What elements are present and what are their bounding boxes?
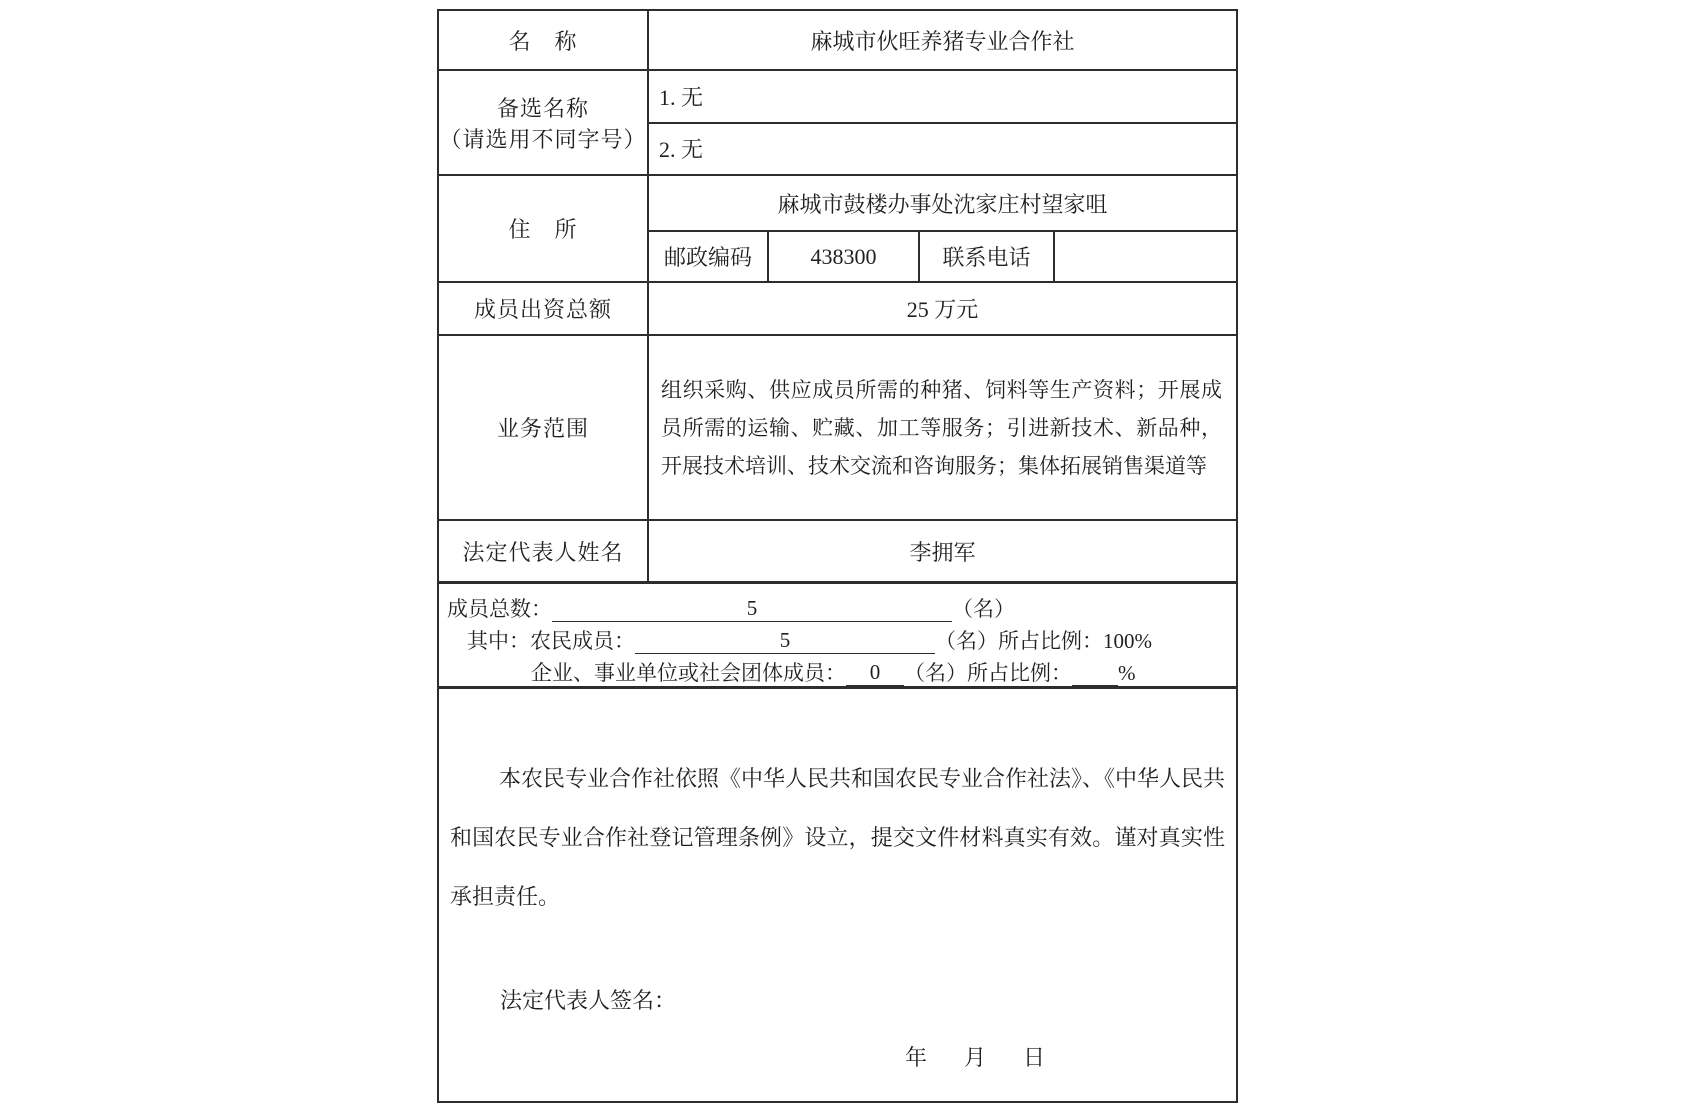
address-row	[439, 176, 1236, 283]
capital-row	[439, 283, 1236, 336]
members-farmer-prefix: 其中：农民成员：	[467, 629, 635, 653]
date-year-label: 年	[905, 1045, 928, 1070]
alt-name-option-2: 2. 无	[649, 122, 1236, 175]
postal-code-label: 邮政编码	[649, 232, 769, 281]
address-values	[649, 176, 1236, 281]
name-value: 麻城市伙旺养猪专业合作社	[810, 28, 1075, 54]
members-lines	[439, 584, 1236, 686]
members-total-suffix: （名）	[952, 597, 1015, 621]
declaration-text: 本农民专业合作社依照《中华人民共和国农民专业合作社法》、《中华人民共和国农民专业合作社登记管理条例》设立，提交文件材料真实有效。谨对真实性承担责任。	[450, 766, 1226, 909]
address-value: 麻城市鼓楼办事处沈家庄村望家咀	[777, 191, 1108, 217]
business-scope-value: 组织采购、供应成员所需的种猪、饲料等生产资料；开展成员所需的运输、贮藏、加工等服务；引进新技术、新品种，开展技术培训、技术交流和咨询服务；集体拓展销售渠道等	[661, 377, 1222, 478]
alt-names-label-line2: （请选用不同字号）	[439, 126, 647, 152]
members-total-label: 成员总数：	[447, 597, 552, 621]
legal-rep-row	[439, 521, 1236, 583]
legal-rep-label: 法定代表人姓名	[439, 521, 649, 581]
postal-phone-subrow	[649, 230, 1236, 281]
members-total-value-underline: 5	[552, 595, 952, 622]
phone-value	[1055, 232, 1236, 281]
business-scope-row	[439, 336, 1236, 521]
members-org-prefix: 企业、事业单位或社会团体成员：	[531, 661, 846, 685]
name-row	[439, 11, 1236, 71]
members-percent-sign: %	[1118, 661, 1136, 685]
date-line	[450, 1041, 1225, 1072]
capital-value: 25 万元	[906, 297, 979, 322]
cooperative-registration-form	[437, 9, 1238, 1103]
alt-names-row	[439, 71, 1236, 176]
address-label: 住 所	[439, 176, 649, 281]
declaration-content	[439, 689, 1236, 1101]
members-farmer-suffix: （名）所占比例：	[935, 629, 1103, 653]
members-farmer-line	[467, 625, 1228, 657]
alt-names-label-line1: 备选名称	[496, 95, 589, 121]
members-org-value-underline: 0	[846, 659, 904, 686]
legal-rep-value: 李拥军	[909, 539, 976, 565]
members-farmer-ratio: 100%	[1103, 629, 1152, 653]
members-org-suffix: （名）所占比例：	[904, 661, 1072, 685]
members-total-line	[447, 593, 1228, 625]
alt-names-values	[649, 71, 1236, 174]
phone-label: 联系电话	[920, 232, 1055, 281]
business-scope-value-cell	[649, 336, 1236, 519]
alt-name-option-1: 1. 无	[659, 84, 704, 110]
declaration-section	[439, 689, 1236, 1101]
members-org-ratio-underline	[1072, 685, 1118, 686]
name-label: 名 称	[439, 11, 649, 69]
business-scope-label: 业务范围	[439, 336, 649, 519]
date-month-label: 月	[964, 1045, 987, 1070]
members-farmer-value-underline: 5	[635, 627, 935, 654]
capital-label: 成员出资总额	[439, 283, 649, 334]
members-org-line	[531, 657, 1228, 689]
date-day-label: 日	[1023, 1045, 1046, 1070]
signature-label: 法定代表人签名：	[500, 988, 677, 1013]
postal-code-value: 438300	[769, 232, 920, 281]
alt-names-label	[439, 71, 649, 174]
members-section	[439, 583, 1236, 689]
